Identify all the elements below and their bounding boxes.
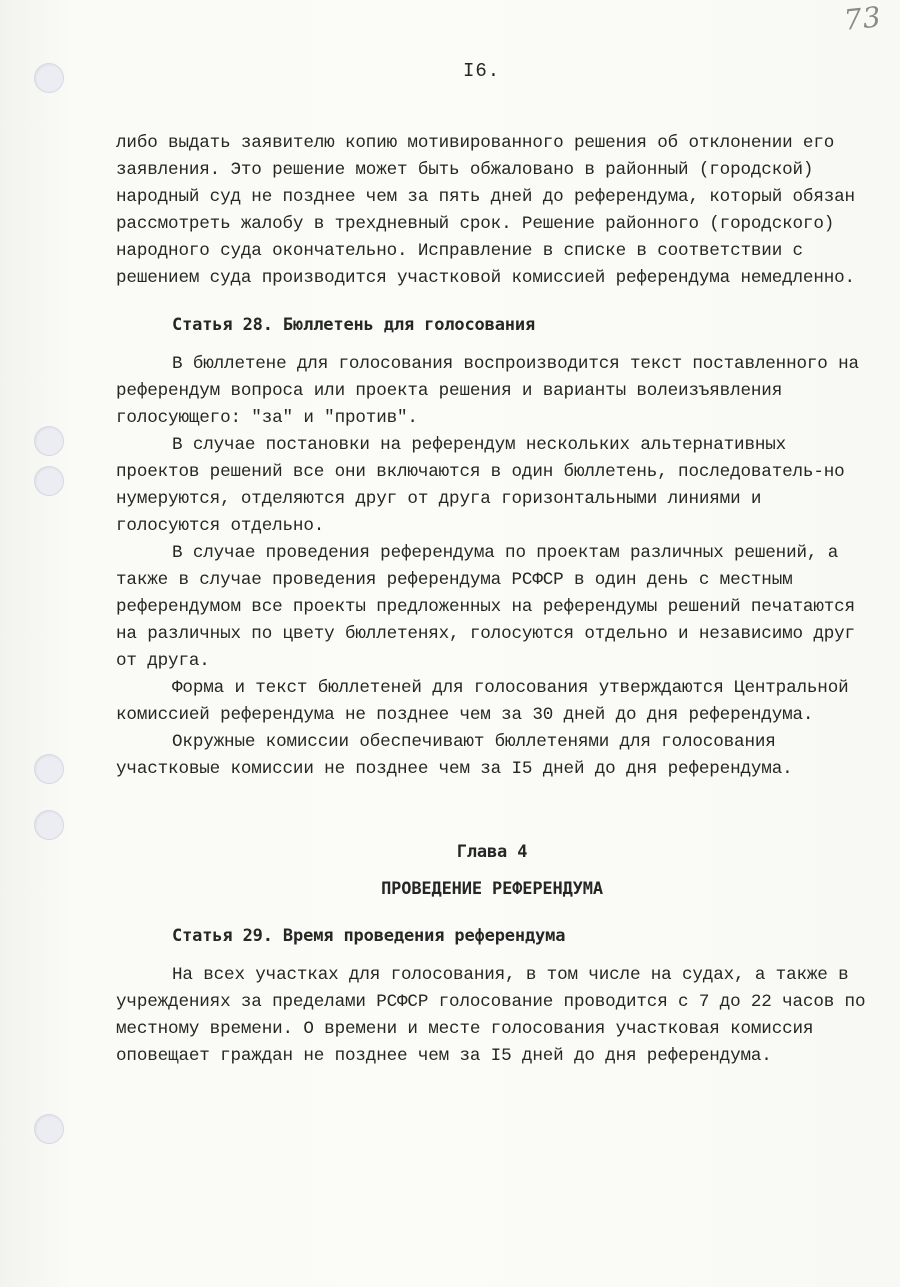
article-29-heading: Статья 29. Время проведения референдума	[172, 926, 566, 946]
page-number: I6.	[463, 60, 501, 82]
chapter-label: Глава 4	[456, 842, 528, 862]
article-28-paragraph-3: В случае проведения референдума по проектам различных решений, а также в случае проведения референдума РСФСР в один день с местным референдумом все проекты предложенных на референдумы решений печатаются на различных по цвету бюллетенях, голосуются отдельно и независимо друг от друга.	[116, 543, 855, 671]
punch-hole	[34, 426, 64, 456]
punch-hole	[34, 1114, 64, 1144]
article-28-paragraph-2: В случае постановки на референдум нескольких альтернативных проектов решений все они включаются в один бюллетень, последователь-но нумеруются, отделяются друг от друга горизонтальными линиями и голосуются отдельно.	[116, 435, 845, 536]
punch-hole	[34, 754, 64, 784]
chapter-title: ПРОВЕДЕНИЕ РЕФЕРЕНДУМА	[381, 879, 603, 899]
article-28-paragraph-5: Окружные комиссии обеспечивают бюллетенями для голосования участковые комиссии не позднее чем за I5 дней до дня референдума.	[116, 732, 793, 779]
paragraph-continuation: либо выдать заявителю копию мотивированного решения об отклонении его заявления. Это решение может быть обжаловано в районный (городской) народный суд не позднее чем за пять дней до референдума, который обязан рассмотреть жалобу в трехдневный срок. Решение районного (городского) народного суда окончательно. Исправление в списке в соответствии с решением суда производится участковой комиссией референдума немедленно.	[116, 133, 855, 288]
punch-hole	[34, 63, 64, 93]
handwritten-page-annotation: 73	[842, 0, 884, 37]
article-28-paragraph-4: Форма и текст бюллетеней для голосования утверждаются Центральной комиссией референдума не позднее чем за 30 дней до дня референдума.	[116, 678, 849, 725]
article-28-paragraph-1: В бюллетене для голосования воспроизводится текст поставленного на референдум вопроса или проекта решения и варианты волеизъявления голосующего: "за" и "против".	[116, 354, 859, 428]
article-28-heading: Статья 28. Бюллетень для голосования	[172, 315, 536, 335]
punch-hole	[34, 466, 64, 496]
article-29-paragraph-1: На всех участках для голосования, в том числе на судах, а также в учреждениях за пределами РСФСР голосование проводится с 7 до 22 часов по местному времени. О времени и месте голосования участковая комиссия оповещает граждан не позднее чем за I5 дней до дня референдума.	[116, 965, 866, 1066]
punch-hole	[34, 810, 64, 840]
document-body	[116, 130, 868, 1070]
